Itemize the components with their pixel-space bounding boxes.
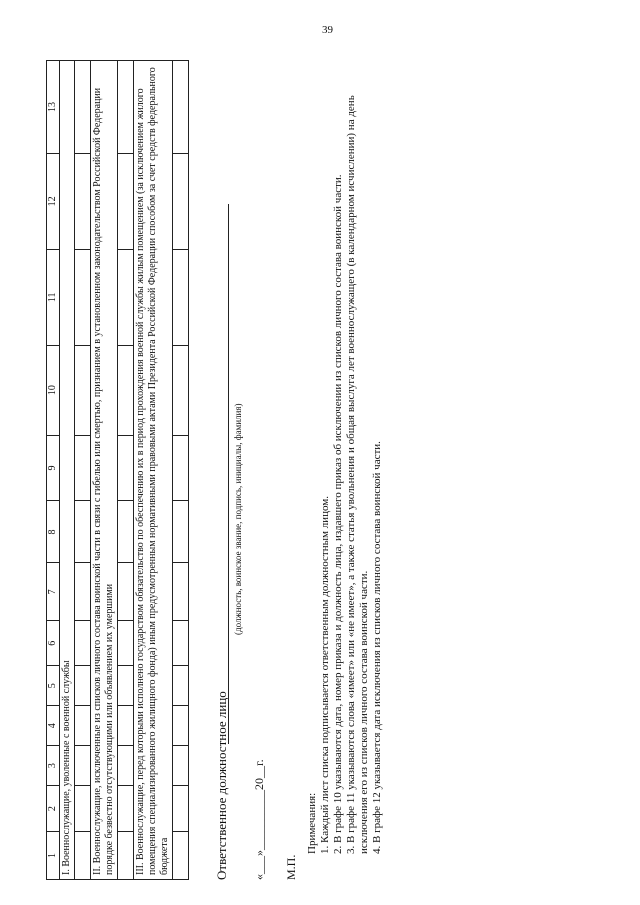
- section-row: [60, 61, 75, 880]
- date-line: «___»__________20__г.: [252, 759, 266, 880]
- table-row: [75, 61, 91, 880]
- table-row: [173, 61, 189, 880]
- section-row: [134, 61, 173, 880]
- section-row: [91, 61, 118, 880]
- column-number: 10: [47, 345, 60, 435]
- table-row: [118, 61, 134, 880]
- section-label: II. Военнослужащие, исключенные из списков личного состава воинской части в связи с гибелью или смертью, признанием в установленном законодательством Российской Федерации порядке безвестно отсутствующими или объявлением их умершими: [91, 61, 118, 880]
- signature-hint: (должность, воинское звание, подпись, инициалы, фамилия): [233, 403, 243, 635]
- column-number: 5: [47, 666, 60, 706]
- stamp-label: М.П.: [284, 854, 298, 880]
- signature-title: Ответственное должностное лицо: [214, 691, 229, 880]
- column-number: 7: [47, 563, 60, 621]
- column-number: 1: [47, 832, 60, 880]
- personnel-table: [46, 60, 189, 880]
- signature-line: [228, 204, 229, 744]
- note-item: 4. В графе 12 указывается дата исключения из списков личного состава воинской части.: [371, 441, 383, 854]
- column-number: 4: [47, 706, 60, 746]
- column-number: 13: [47, 61, 60, 154]
- column-number: 11: [47, 249, 60, 345]
- note-item: 2. В графе 10 указываются дата, номер приказа и должность лица, издавшего приказ об исключении из списков личного состава воинской части.: [332, 174, 344, 854]
- note-item: 3. В графе 11 указываются слова «имеет» или «не имеет», а также статья увольнения и общая выслуга лет военнослужащего (в календарном исчислении) на день исключения его из списков личного состава воинской части.: [345, 95, 370, 854]
- column-number: 2: [47, 786, 60, 832]
- column-number: 6: [47, 621, 60, 666]
- column-number: 12: [47, 153, 60, 249]
- notes-heading: Примечания:: [306, 792, 318, 854]
- notes-block: [306, 60, 384, 880]
- column-number-row: [47, 61, 60, 880]
- rotated-page-content: [46, 60, 426, 880]
- section-label: I. Военнослужащие, уволенные с военной службы: [60, 61, 75, 880]
- column-number: 3: [47, 746, 60, 786]
- section-label: III. Военнослужащие, перед которыми исполнено государством обязательство по обеспечению их в период прохождения военной службы жилым помещением (за исключением жилого помещения специализированного жилищного фонда) иным предусмотренным нормативными правовыми актами Президента Российской Федерации способом за счет средств федерального бюджета: [134, 61, 173, 880]
- note-item: 1. Каждый лист списка подписывается ответственным должностным лицом.: [319, 496, 331, 854]
- column-number: 9: [47, 435, 60, 501]
- column-number: 8: [47, 501, 60, 563]
- page-number: 39: [322, 24, 333, 36]
